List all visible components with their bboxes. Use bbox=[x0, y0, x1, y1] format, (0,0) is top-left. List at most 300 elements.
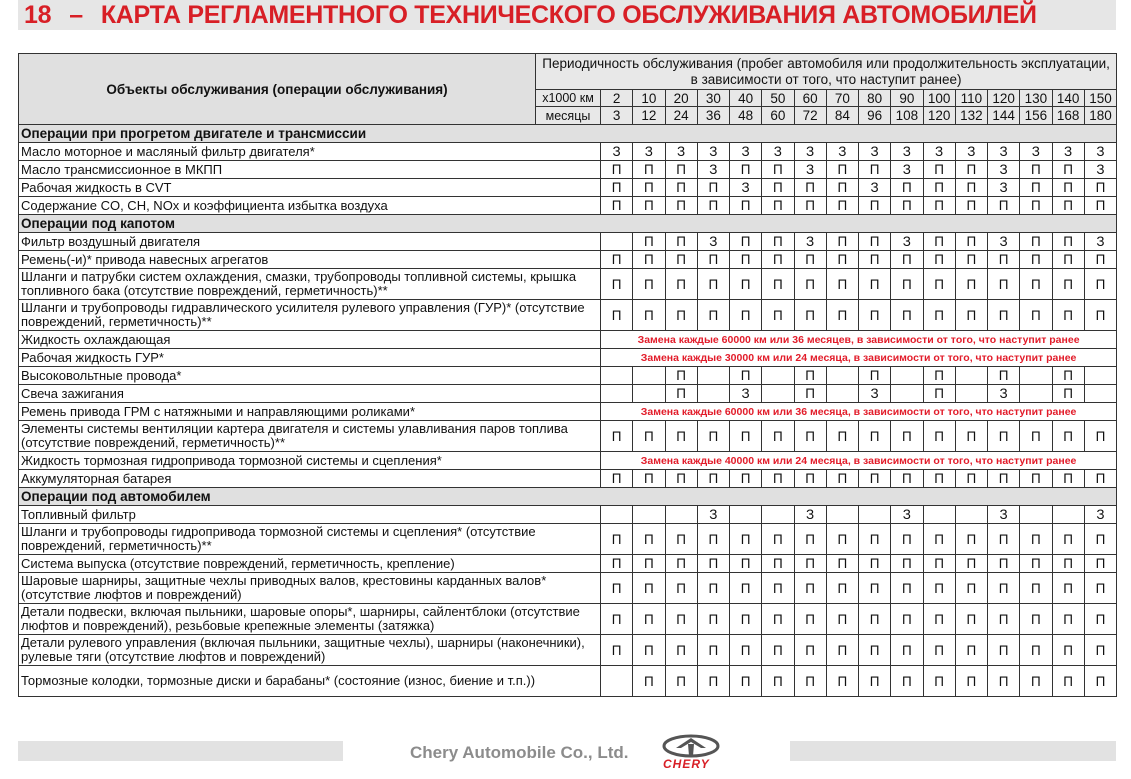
months-value: 108 bbox=[891, 107, 923, 125]
interval-cell: П bbox=[730, 421, 762, 452]
interval-cell: П bbox=[794, 179, 826, 197]
replacement-note: Замена каждые 40000 км или 24 месяца, в зависимости от того, что наступит ранее bbox=[601, 452, 1117, 470]
interval-cell: З bbox=[891, 506, 923, 524]
interval-cell: П bbox=[794, 524, 826, 555]
interval-cell: П bbox=[955, 197, 987, 215]
footer-bar-right bbox=[790, 741, 1116, 761]
months-value: 48 bbox=[730, 107, 762, 125]
interval-cell bbox=[762, 506, 794, 524]
interval-cell: З bbox=[923, 143, 955, 161]
interval-cell: П bbox=[1052, 269, 1084, 300]
interval-cell: З bbox=[1084, 233, 1116, 251]
operation-label: Ремень привода ГРМ с натяжными и направляющими роликами* bbox=[19, 403, 601, 421]
interval-cell: П bbox=[697, 470, 729, 488]
interval-cell: З bbox=[1020, 143, 1052, 161]
interval-cell bbox=[601, 233, 633, 251]
interval-cell: П bbox=[697, 635, 729, 666]
interval-cell: П bbox=[762, 555, 794, 573]
interval-cell: П bbox=[988, 555, 1020, 573]
interval-cell: П bbox=[988, 197, 1020, 215]
table-row bbox=[19, 269, 1117, 300]
km-value: 90 bbox=[891, 90, 923, 107]
interval-cell bbox=[1020, 367, 1052, 385]
interval-cell: П bbox=[730, 161, 762, 179]
table-row bbox=[19, 524, 1117, 555]
interval-cell: П bbox=[762, 300, 794, 331]
interval-cell: П bbox=[859, 635, 891, 666]
interval-cell: П bbox=[923, 470, 955, 488]
interval-cell: П bbox=[955, 300, 987, 331]
header-row-period bbox=[19, 54, 1117, 90]
interval-cell: П bbox=[826, 161, 858, 179]
section-row bbox=[19, 125, 1117, 143]
interval-cell: П bbox=[601, 635, 633, 666]
interval-cell: П bbox=[633, 300, 665, 331]
interval-cell: П bbox=[891, 300, 923, 331]
interval-cell: П bbox=[826, 269, 858, 300]
operation-label: Шланги и трубопроводы гидравлического усилителя рулевого управления (ГУР)* (отсутствие повреждений, герметичность)** bbox=[19, 300, 601, 331]
interval-cell: П bbox=[826, 233, 858, 251]
interval-cell: П bbox=[762, 635, 794, 666]
operation-label: Аккумуляторная батарея bbox=[19, 470, 601, 488]
km-value: 130 bbox=[1020, 90, 1052, 107]
interval-cell bbox=[955, 385, 987, 403]
interval-cell: П bbox=[891, 666, 923, 697]
interval-cell: П bbox=[601, 300, 633, 331]
replacement-note: Замена каждые 60000 км или 36 месяцев, в зависимости от того, что наступит ранее bbox=[601, 331, 1117, 349]
interval-cell: П bbox=[730, 367, 762, 385]
operation-label: Масло моторное и масляный фильтр двигателя* bbox=[19, 143, 601, 161]
interval-cell: П bbox=[794, 421, 826, 452]
interval-cell: П bbox=[1052, 635, 1084, 666]
interval-cell: П bbox=[955, 604, 987, 635]
replacement-note: Замена каждые 60000 км или 36 месяца, в зависимости от того, что наступит ранее bbox=[601, 403, 1117, 421]
table-row bbox=[19, 161, 1117, 179]
interval-cell: З bbox=[988, 143, 1020, 161]
interval-cell: П bbox=[955, 470, 987, 488]
interval-cell: П bbox=[923, 604, 955, 635]
interval-cell: П bbox=[665, 251, 697, 269]
km-value: 50 bbox=[762, 90, 794, 107]
operation-label: Содержание CO, CH, NOx и коэффициента избытка воздуха bbox=[19, 197, 601, 215]
title-dash: – bbox=[69, 1, 83, 29]
interval-cell: П bbox=[730, 251, 762, 269]
table-row bbox=[19, 367, 1117, 385]
interval-cell: П bbox=[1084, 666, 1116, 697]
interval-cell: П bbox=[665, 604, 697, 635]
page-number: 18 bbox=[24, 1, 52, 29]
interval-cell: П bbox=[891, 421, 923, 452]
interval-cell bbox=[826, 385, 858, 403]
interval-cell: П bbox=[633, 604, 665, 635]
interval-cell bbox=[923, 506, 955, 524]
interval-cell: П bbox=[1084, 251, 1116, 269]
interval-cell bbox=[601, 367, 633, 385]
interval-cell: П bbox=[794, 197, 826, 215]
interval-cell: З bbox=[1084, 161, 1116, 179]
interval-cell: П bbox=[697, 269, 729, 300]
interval-cell: З bbox=[633, 143, 665, 161]
interval-cell: П bbox=[794, 367, 826, 385]
interval-cell: З bbox=[1084, 506, 1116, 524]
operation-label: Элементы системы вентиляции картера двигателя и системы улавливания паров топлива (отсутствие повреждений, герметичность)** bbox=[19, 421, 601, 452]
interval-cell: З bbox=[826, 143, 858, 161]
interval-cell: П bbox=[826, 604, 858, 635]
interval-cell: П bbox=[988, 367, 1020, 385]
interval-cell: П bbox=[1020, 573, 1052, 604]
interval-cell: З bbox=[762, 143, 794, 161]
interval-cell: П bbox=[665, 179, 697, 197]
interval-cell: П bbox=[955, 179, 987, 197]
interval-cell: П bbox=[1084, 555, 1116, 573]
interval-cell bbox=[1084, 367, 1116, 385]
section-title: Операции под капотом bbox=[19, 215, 1117, 233]
interval-cell: П bbox=[730, 573, 762, 604]
interval-cell: П bbox=[633, 666, 665, 697]
interval-cell bbox=[697, 385, 729, 403]
interval-cell bbox=[633, 367, 665, 385]
interval-cell: П bbox=[794, 269, 826, 300]
interval-cell: П bbox=[988, 251, 1020, 269]
interval-cell: З bbox=[891, 233, 923, 251]
interval-cell: П bbox=[762, 269, 794, 300]
interval-cell: П bbox=[923, 555, 955, 573]
interval-cell: П bbox=[859, 524, 891, 555]
interval-cell: З bbox=[794, 161, 826, 179]
interval-cell: З bbox=[988, 385, 1020, 403]
interval-cell: П bbox=[826, 179, 858, 197]
interval-cell bbox=[601, 506, 633, 524]
months-value: 36 bbox=[697, 107, 729, 125]
interval-cell: З bbox=[665, 143, 697, 161]
months-value: 156 bbox=[1020, 107, 1052, 125]
interval-cell: П bbox=[697, 197, 729, 215]
interval-cell: П bbox=[988, 269, 1020, 300]
operation-label: Высоковольтные провода* bbox=[19, 367, 601, 385]
interval-cell: П bbox=[665, 269, 697, 300]
interval-cell: П bbox=[891, 179, 923, 197]
interval-cell: П bbox=[1020, 421, 1052, 452]
interval-cell: З bbox=[730, 385, 762, 403]
interval-cell: П bbox=[1020, 233, 1052, 251]
interval-cell: П bbox=[762, 604, 794, 635]
interval-cell: П bbox=[826, 300, 858, 331]
interval-cell: П bbox=[988, 470, 1020, 488]
months-value: 168 bbox=[1052, 107, 1084, 125]
interval-cell: П bbox=[1020, 179, 1052, 197]
table-row bbox=[19, 143, 1117, 161]
interval-cell: П bbox=[730, 197, 762, 215]
km-value: 110 bbox=[955, 90, 987, 107]
interval-cell: П bbox=[1052, 470, 1084, 488]
interval-cell: П bbox=[794, 666, 826, 697]
interval-cell: П bbox=[955, 524, 987, 555]
interval-cell: П bbox=[601, 555, 633, 573]
interval-cell: П bbox=[826, 666, 858, 697]
interval-cell: П bbox=[1020, 300, 1052, 331]
interval-cell: З bbox=[891, 161, 923, 179]
interval-cell: П bbox=[601, 179, 633, 197]
operation-label: Рабочая жидкость в CVT bbox=[19, 179, 601, 197]
operation-label: Шланги и трубопроводы гидропривода тормозной системы и сцепления* (отсутствие повреждений, герметичность)** bbox=[19, 524, 601, 555]
interval-cell: П bbox=[891, 269, 923, 300]
interval-cell: П bbox=[923, 269, 955, 300]
interval-cell: П bbox=[923, 197, 955, 215]
interval-cell: П bbox=[891, 573, 923, 604]
interval-cell: П bbox=[762, 666, 794, 697]
months-value: 132 bbox=[955, 107, 987, 125]
interval-cell: П bbox=[1052, 555, 1084, 573]
km-value: 100 bbox=[923, 90, 955, 107]
interval-cell bbox=[601, 666, 633, 697]
interval-cell: П bbox=[665, 635, 697, 666]
interval-cell: П bbox=[1084, 300, 1116, 331]
operation-label: Фильтр воздушный двигателя bbox=[19, 233, 601, 251]
interval-cell bbox=[1020, 506, 1052, 524]
interval-cell: П bbox=[859, 233, 891, 251]
km-value: 40 bbox=[730, 90, 762, 107]
months-value: 3 bbox=[601, 107, 633, 125]
interval-cell: П bbox=[730, 300, 762, 331]
interval-cell: П bbox=[1052, 524, 1084, 555]
interval-cell: П bbox=[794, 635, 826, 666]
months-value: 120 bbox=[923, 107, 955, 125]
interval-cell: П bbox=[762, 421, 794, 452]
interval-cell: З bbox=[730, 143, 762, 161]
interval-cell: П bbox=[988, 573, 1020, 604]
interval-cell bbox=[859, 506, 891, 524]
interval-cell: П bbox=[1084, 604, 1116, 635]
operation-label: Система выпуска (отсутствие повреждений, герметичность, крепление) bbox=[19, 555, 601, 573]
interval-cell bbox=[826, 506, 858, 524]
interval-cell: П bbox=[923, 573, 955, 604]
interval-cell: П bbox=[1084, 179, 1116, 197]
interval-cell: П bbox=[923, 161, 955, 179]
interval-cell: П bbox=[826, 555, 858, 573]
section-title: Операции при прогретом двигателе и трансмиссии bbox=[19, 125, 1117, 143]
interval-cell: П bbox=[891, 197, 923, 215]
interval-cell: З bbox=[794, 233, 826, 251]
interval-cell: П bbox=[730, 555, 762, 573]
interval-cell bbox=[665, 506, 697, 524]
table-row bbox=[19, 179, 1117, 197]
interval-cell: П bbox=[665, 666, 697, 697]
interval-cell: П bbox=[665, 197, 697, 215]
interval-cell: П bbox=[1084, 524, 1116, 555]
interval-cell: П bbox=[826, 470, 858, 488]
interval-cell: П bbox=[1020, 604, 1052, 635]
months-value: 180 bbox=[1084, 107, 1116, 125]
interval-cell: П bbox=[859, 300, 891, 331]
interval-cell: П bbox=[1020, 251, 1052, 269]
interval-cell: П bbox=[794, 604, 826, 635]
interval-cell bbox=[1084, 385, 1116, 403]
interval-cell: П bbox=[859, 666, 891, 697]
operation-label: Ремень(-и)* привода навесных агрегатов bbox=[19, 251, 601, 269]
interval-cell: П bbox=[826, 421, 858, 452]
interval-cell: П bbox=[859, 161, 891, 179]
interval-cell: П bbox=[730, 233, 762, 251]
interval-cell: П bbox=[697, 251, 729, 269]
interval-cell: П bbox=[601, 197, 633, 215]
interval-cell: П bbox=[923, 524, 955, 555]
interval-cell: П bbox=[891, 251, 923, 269]
months-value: 60 bbox=[762, 107, 794, 125]
interval-cell: П bbox=[697, 604, 729, 635]
interval-cell: П bbox=[665, 233, 697, 251]
months-value: 72 bbox=[794, 107, 826, 125]
interval-cell: П bbox=[859, 197, 891, 215]
km-value: 150 bbox=[1084, 90, 1116, 107]
interval-cell: П bbox=[826, 524, 858, 555]
interval-cell: П bbox=[697, 179, 729, 197]
km-value: 20 bbox=[665, 90, 697, 107]
interval-cell bbox=[891, 367, 923, 385]
interval-cell: П bbox=[891, 555, 923, 573]
interval-cell: З bbox=[697, 233, 729, 251]
interval-cell bbox=[601, 385, 633, 403]
interval-cell: П bbox=[633, 197, 665, 215]
objects-header: Объекты обслуживания (операции обслуживания) bbox=[19, 54, 536, 125]
interval-cell: П bbox=[859, 470, 891, 488]
interval-cell: П bbox=[762, 197, 794, 215]
interval-cell: П bbox=[955, 161, 987, 179]
interval-cell: П bbox=[891, 635, 923, 666]
interval-cell: З bbox=[794, 506, 826, 524]
table-row bbox=[19, 635, 1117, 666]
interval-cell: П bbox=[762, 524, 794, 555]
interval-cell: П bbox=[730, 666, 762, 697]
interval-cell: П bbox=[1052, 666, 1084, 697]
interval-cell: П bbox=[1052, 604, 1084, 635]
table-row bbox=[19, 331, 1117, 349]
interval-cell: П bbox=[859, 604, 891, 635]
interval-cell: П bbox=[1052, 367, 1084, 385]
section-title: Операции под автомобилем bbox=[19, 488, 1117, 506]
interval-cell: П bbox=[1084, 573, 1116, 604]
interval-cell: П bbox=[923, 635, 955, 666]
table-row bbox=[19, 403, 1117, 421]
replacement-note: Замена каждые 30000 км или 24 месяца, в зависимости от того, что наступит ранее bbox=[601, 349, 1117, 367]
interval-cell bbox=[633, 506, 665, 524]
interval-cell: П bbox=[665, 524, 697, 555]
interval-cell: П bbox=[697, 421, 729, 452]
months-value: 144 bbox=[988, 107, 1020, 125]
interval-cell: П bbox=[601, 421, 633, 452]
interval-cell: П bbox=[923, 300, 955, 331]
months-value: 12 bbox=[633, 107, 665, 125]
interval-cell: З bbox=[891, 143, 923, 161]
km-value: 80 bbox=[859, 90, 891, 107]
interval-cell: П bbox=[955, 269, 987, 300]
table-row bbox=[19, 421, 1117, 452]
interval-cell: П bbox=[697, 555, 729, 573]
interval-cell: П bbox=[1052, 251, 1084, 269]
interval-cell: П bbox=[1052, 421, 1084, 452]
interval-cell: П bbox=[730, 635, 762, 666]
interval-cell bbox=[891, 385, 923, 403]
interval-cell: П bbox=[955, 573, 987, 604]
interval-cell: П bbox=[633, 161, 665, 179]
operation-label: Рабочая жидкость ГУР* bbox=[19, 349, 601, 367]
interval-cell: П bbox=[1052, 300, 1084, 331]
table-row bbox=[19, 251, 1117, 269]
interval-cell: П bbox=[1084, 470, 1116, 488]
months-value: 96 bbox=[859, 107, 891, 125]
interval-cell bbox=[633, 385, 665, 403]
table-row bbox=[19, 349, 1117, 367]
interval-cell bbox=[1052, 506, 1084, 524]
interval-cell: П bbox=[601, 161, 633, 179]
interval-cell: П bbox=[794, 573, 826, 604]
interval-cell: П bbox=[762, 573, 794, 604]
interval-cell: З bbox=[697, 506, 729, 524]
months-label: месяцы bbox=[536, 107, 601, 125]
interval-cell: П bbox=[794, 300, 826, 331]
table-row bbox=[19, 233, 1117, 251]
table-row bbox=[19, 197, 1117, 215]
section-row bbox=[19, 488, 1117, 506]
interval-cell: П bbox=[697, 666, 729, 697]
interval-cell: П bbox=[1020, 666, 1052, 697]
title-text: КАРТА РЕГЛАМЕНТНОГО ТЕХНИЧЕСКОГО ОБСЛУЖИВАНИЯ АВТОМОБИЛЕЙ bbox=[100, 1, 1037, 29]
operation-label: Жидкость тормозная гидропривода тормозной системы и сцепления* bbox=[19, 452, 601, 470]
interval-cell: П bbox=[923, 421, 955, 452]
maintenance-table bbox=[18, 53, 1117, 697]
interval-cell: П bbox=[859, 573, 891, 604]
interval-cell: П bbox=[923, 251, 955, 269]
interval-cell: П bbox=[988, 421, 1020, 452]
interval-cell: З bbox=[988, 506, 1020, 524]
interval-cell: П bbox=[859, 251, 891, 269]
km-label: х1000 км bbox=[536, 90, 601, 107]
interval-cell: П bbox=[988, 300, 1020, 331]
operation-label: Детали подвески, включая пыльники, шаровые опоры*, шарниры, сайлентблоки (отсутствие люфтов и повреждений), резьбовые крепежные элементы (затяжка) bbox=[19, 604, 601, 635]
interval-cell: П bbox=[1052, 197, 1084, 215]
interval-cell: П bbox=[826, 635, 858, 666]
interval-cell: П bbox=[697, 524, 729, 555]
period-header: Периодичность обслуживания (пробег автомобиля или продолжительность эксплуатации, в зависимости от того, что наступит ранее) bbox=[536, 54, 1117, 90]
interval-cell: П bbox=[923, 179, 955, 197]
interval-cell: П bbox=[1052, 233, 1084, 251]
interval-cell: З bbox=[1052, 143, 1084, 161]
table-row bbox=[19, 506, 1117, 524]
interval-cell: П bbox=[955, 555, 987, 573]
table-row bbox=[19, 604, 1117, 635]
interval-cell: П bbox=[665, 385, 697, 403]
interval-cell: П bbox=[988, 635, 1020, 666]
interval-cell: П bbox=[730, 604, 762, 635]
interval-cell: П bbox=[697, 300, 729, 331]
interval-cell: П bbox=[859, 367, 891, 385]
km-value: 140 bbox=[1052, 90, 1084, 107]
km-value: 2 bbox=[601, 90, 633, 107]
interval-cell: П bbox=[601, 573, 633, 604]
interval-cell: П bbox=[988, 524, 1020, 555]
interval-cell: П bbox=[1020, 197, 1052, 215]
interval-cell: П bbox=[762, 179, 794, 197]
interval-cell: П bbox=[633, 421, 665, 452]
interval-cell: П bbox=[794, 385, 826, 403]
interval-cell: П bbox=[633, 573, 665, 604]
table-row bbox=[19, 666, 1117, 697]
interval-cell bbox=[762, 367, 794, 385]
interval-cell: П bbox=[859, 269, 891, 300]
interval-cell: П bbox=[762, 251, 794, 269]
page-title bbox=[24, 1, 1037, 30]
interval-cell bbox=[955, 367, 987, 385]
interval-cell: П bbox=[1020, 635, 1052, 666]
